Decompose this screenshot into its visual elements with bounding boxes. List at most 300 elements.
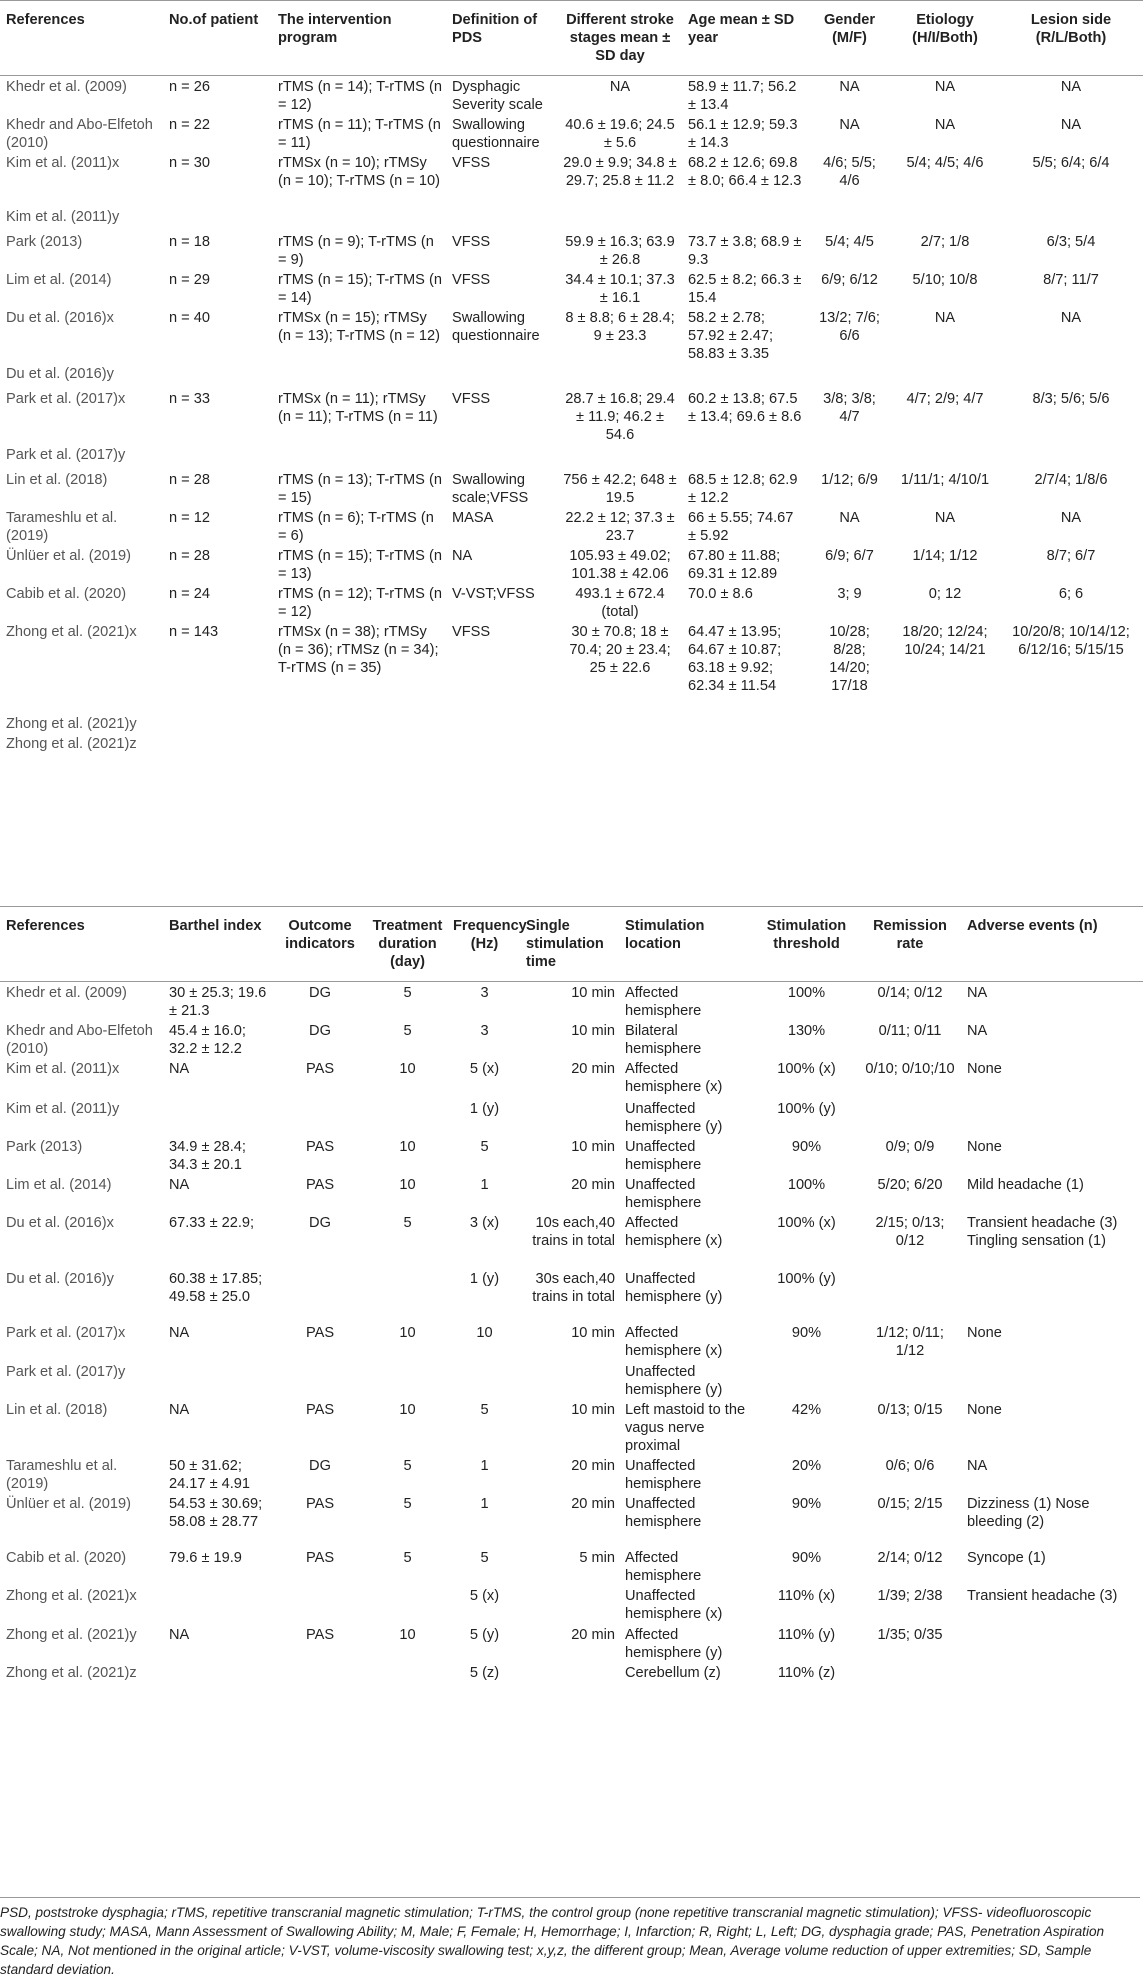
cell-remission	[857, 1098, 961, 1136]
cell-stroke-stage: 493.1 ± 672.4 (total)	[575, 586, 665, 620]
cell-remission: 1/12; 0/11; 1/12	[876, 1325, 944, 1359]
cell-location: Unaffected hemisphere (y)	[625, 1271, 723, 1305]
cell-ref: Zhong et al. (2021)y	[6, 716, 137, 732]
cell-ref: Zhong et al. (2021)z	[6, 1665, 137, 1681]
cell-patients: n = 24	[169, 586, 210, 602]
cell-ref: Park et al. (2017)y	[6, 447, 126, 463]
cell-threshold: 100% (y)	[777, 1101, 836, 1117]
table-row	[0, 152, 1143, 206]
cell-stroke-stage: 22.2 ± 12; 37.3 ± 23.7	[565, 510, 675, 544]
cell-threshold: 90%	[791, 1550, 822, 1566]
cell-lesion-side: 8/7; 6/7	[1046, 548, 1096, 564]
cell-barthel: 34.9 ± 28.4; 34.3 ± 20.1	[169, 1139, 246, 1173]
cell-barthel: NA	[169, 1627, 190, 1643]
cell-patients: n = 26	[169, 79, 210, 95]
cell-program	[272, 733, 446, 753]
cell-frequency: 5 (x)	[469, 1588, 500, 1604]
cell-etiology: NA	[934, 79, 956, 95]
cell-stimulation-time: 10 min	[571, 1023, 615, 1039]
cell-program	[272, 713, 446, 733]
cell-frequency: 5	[480, 1139, 489, 1155]
cell-age: 58.2 ± 2.78; 57.92 ± 2.47; 58.83 ± 3.35	[688, 310, 774, 362]
cell-stimulation-time: 20 min	[571, 1627, 615, 1643]
cell-ref: Kim et al. (2011)y	[6, 209, 120, 225]
cell-frequency: 1	[480, 1177, 489, 1193]
table-row	[0, 1455, 1143, 1493]
cell-location: Affected hemisphere (y)	[625, 1627, 723, 1661]
cell-adverse-events: None	[967, 1061, 1002, 1077]
cell-stimulation-time: 30s each,40 trains in total	[532, 1271, 615, 1305]
cell-gender	[806, 444, 891, 469]
table1-header-gender: Gender (M/F)	[823, 12, 876, 46]
cell-stroke-stage	[556, 363, 682, 388]
cell-program: rTMS (n = 12); T-rTMS (n = 12)	[278, 586, 442, 620]
cell-stimulation-time: 10 min	[571, 985, 615, 1001]
cell-frequency: 3	[480, 985, 489, 1001]
cell-patients	[163, 733, 272, 753]
cell-patients	[163, 713, 272, 733]
cell-age: 67.80 ± 11.88; 69.31 ± 12.89	[688, 548, 781, 582]
cell-ref: Ünlüer et al. (2019)	[6, 548, 131, 564]
cell-ref: Du et al. (2016)y	[6, 1271, 114, 1287]
cell-program: rTMSx (n = 15); rTMSy (n = 13); T-rTMS (n = 12)	[278, 310, 440, 344]
cell-ref: Park et al. (2017)y	[6, 1364, 126, 1380]
cell-outcome	[272, 1361, 366, 1399]
cell-gender: 6/9; 6/12	[821, 272, 878, 288]
cell-etiology: 5/10; 10/8	[912, 272, 978, 288]
cell-outcome	[272, 1585, 366, 1624]
cell-location: Unaffected hemisphere (x)	[625, 1588, 723, 1622]
cell-program: rTMSx (n = 38); rTMSy (n = 36); rTMSz (n = 34); T-rTMS (n = 35)	[278, 624, 439, 676]
cell-outcome: PAS	[305, 1325, 335, 1341]
cell-etiology: NA	[934, 117, 956, 133]
cell-pds: VFSS	[452, 155, 491, 171]
cell-lesion-side: 6; 6	[1058, 586, 1084, 602]
cell-patients	[163, 206, 272, 231]
cell-pds: Swallowing scale;VFSS	[452, 472, 529, 506]
table2-header-adverse-events: Adverse events (n)	[967, 918, 1098, 934]
cell-lesion-side	[997, 444, 1143, 469]
cell-outcome: PAS	[305, 1402, 335, 1418]
cell-frequency: 5 (x)	[469, 1061, 500, 1077]
cell-barthel: 45.4 ± 16.0; 32.2 ± 12.2	[169, 1023, 246, 1057]
cell-duration	[366, 1662, 447, 1684]
cell-outcome: PAS	[305, 1496, 335, 1512]
cell-frequency: 3 (x)	[469, 1215, 500, 1231]
cell-location: Affected hemisphere (x)	[625, 1215, 723, 1249]
cell-threshold: 90%	[791, 1496, 822, 1512]
cell-ref: Cabib et al. (2020)	[6, 586, 127, 602]
cell-remission: 0/9; 0/9	[885, 1139, 935, 1155]
cell-patients: n = 12	[169, 510, 210, 526]
cell-pds: MASA	[452, 510, 494, 526]
cell-barthel: 67.33 ± 22.9;	[169, 1215, 255, 1231]
cell-remission: 2/14; 0/12	[877, 1550, 943, 1566]
cell-barthel: NA	[169, 1402, 190, 1418]
cell-age: 70.0 ± 8.6	[688, 586, 753, 602]
cell-patients	[163, 444, 272, 469]
table1-header-age: Age mean ± SD year	[688, 12, 795, 46]
cell-lesion-side: 8/3; 5/6; 5/6	[1032, 391, 1110, 407]
cell-age: 73.7 ± 3.8; 68.9 ± 9.3	[688, 234, 802, 268]
cell-remission: 0/13; 0/15	[877, 1402, 943, 1418]
cell-stroke-stage: 34.4 ± 10.1; 37.3 ± 16.1	[565, 272, 675, 306]
table2-header-outcome: Outcome indicators	[285, 918, 355, 952]
cell-adverse-events: Syncope (1)	[967, 1550, 1046, 1566]
cell-ref: Zhong et al. (2021)y	[6, 1627, 137, 1643]
cell-location: Unaffected hemisphere	[625, 1458, 702, 1492]
cell-pds	[446, 444, 556, 469]
table-row	[0, 1399, 1143, 1455]
cell-frequency: 3	[480, 1023, 489, 1039]
cell-duration: 5	[403, 1215, 412, 1231]
cell-pds: VFSS	[452, 272, 491, 288]
table-row	[0, 269, 1143, 307]
cell-ref: Park et al. (2017)x	[6, 1325, 126, 1341]
cell-etiology: NA	[934, 310, 956, 326]
table-row	[0, 76, 1143, 115]
cell-duration	[366, 1268, 447, 1322]
table-row	[0, 507, 1143, 545]
cell-duration: 10	[399, 1627, 416, 1643]
cell-stimulation-time: 5 min	[579, 1550, 615, 1566]
cell-etiology: 1/14; 1/12	[912, 548, 978, 564]
cell-ref: Zhong et al. (2021)x	[6, 1588, 137, 1604]
cell-lesion-side: NA	[1060, 510, 1082, 526]
cell-patients: n = 29	[169, 272, 210, 288]
cell-remission	[857, 1662, 961, 1684]
table-row	[0, 1136, 1143, 1174]
cell-duration: 5	[403, 1496, 412, 1512]
cell-adverse-events	[961, 1662, 1143, 1684]
cell-adverse-events: NA	[967, 985, 988, 1001]
table1-header-references: References	[6, 12, 85, 28]
table-row	[0, 1212, 1143, 1268]
cell-threshold: 100%	[787, 985, 826, 1001]
cell-barthel: 30 ± 25.3; 19.6 ± 21.3	[169, 985, 267, 1019]
cell-duration	[366, 1098, 447, 1136]
cell-adverse-events	[961, 1268, 1143, 1322]
cell-etiology: 5/4; 4/5; 4/6	[906, 155, 984, 171]
cell-pds	[446, 713, 556, 733]
table2-header-references: References	[6, 918, 85, 934]
table-row	[0, 733, 1143, 753]
cell-pds	[446, 733, 556, 753]
cell-adverse-events: Dizziness (1) Nose bleeding (2)	[967, 1496, 1090, 1530]
cell-location: Bilateral hemisphere	[625, 1023, 702, 1057]
cell-location: Affected hemisphere (x)	[625, 1325, 723, 1359]
cell-barthel: NA	[169, 1177, 190, 1193]
table-row	[0, 469, 1143, 507]
cell-age: 56.1 ± 12.9; 59.3 ± 14.3	[688, 117, 798, 151]
cell-stroke-stage: 29.0 ± 9.9; 34.8 ± 29.7; 25.8 ± 11.2	[563, 155, 677, 189]
table1-header-etiology: Etiology (H/I/Both)	[912, 12, 978, 46]
cell-barthel: 54.53 ± 30.69; 58.08 ± 28.77	[169, 1496, 263, 1530]
table1-body	[0, 76, 1143, 754]
cell-frequency: 1 (y)	[469, 1271, 500, 1287]
cell-gender: 5/4; 4/5	[825, 234, 874, 250]
cell-pds: Swallowing questionnaire	[452, 310, 540, 344]
cell-stroke-stage: 105.93 ± 49.02; 101.38 ± 42.06	[569, 548, 671, 582]
cell-outcome: PAS	[305, 1550, 335, 1566]
cell-threshold: 42%	[791, 1402, 822, 1418]
cell-frequency: 5 (z)	[469, 1665, 500, 1681]
table-row	[0, 1547, 1143, 1585]
cell-lesion-side	[997, 363, 1143, 388]
cell-ref: Zhong et al. (2021)z	[6, 736, 137, 752]
cell-stimulation-time	[520, 1585, 619, 1624]
cell-gender: 13/2; 7/6; 6/6	[819, 310, 880, 344]
table-row	[0, 1493, 1143, 1547]
cell-gender: NA	[839, 79, 860, 95]
cell-frequency: 1 (y)	[469, 1101, 500, 1117]
cell-duration: 10	[399, 1325, 416, 1341]
cell-lesion-side: NA	[1060, 117, 1082, 133]
table-row	[0, 621, 1143, 713]
cell-pds: VFSS	[452, 624, 491, 640]
cell-program: rTMSx (n = 10); rTMSy (n = 10); T-rTMS (n = 10)	[278, 155, 440, 189]
cell-stimulation-time	[520, 1662, 619, 1684]
cell-duration	[366, 1585, 447, 1624]
cell-gender: NA	[839, 117, 860, 133]
cell-patients: n = 143	[169, 624, 219, 640]
cell-patients: n = 28	[169, 472, 210, 488]
cell-frequency: 5 (y)	[469, 1627, 500, 1643]
cell-barthel	[163, 1361, 272, 1399]
cell-threshold: 110% (x)	[777, 1588, 836, 1604]
cell-stroke-stage: 28.7 ± 16.8; 29.4 ± 11.9; 46.2 ± 54.6	[565, 391, 675, 443]
cell-lesion-side: NA	[1060, 310, 1082, 326]
cell-stimulation-time: 10 min	[571, 1402, 615, 1418]
cell-stroke-stage: 30 ± 70.8; 18 ± 70.4; 20 ± 23.4; 25 ± 22.6	[569, 624, 671, 676]
cell-threshold: 100% (y)	[777, 1271, 836, 1287]
cell-patients: n = 22	[169, 117, 210, 133]
table-row	[0, 982, 1143, 1021]
cell-program: rTMS (n = 13); T-rTMS (n = 15)	[278, 472, 442, 506]
cell-stimulation-time	[520, 1361, 619, 1399]
cell-gender	[806, 206, 891, 231]
cell-ref: Khedr et al. (2009)	[6, 985, 127, 1001]
cell-duration: 10	[399, 1402, 416, 1418]
table-row	[0, 713, 1143, 733]
cell-adverse-events: Transient headache (3)	[967, 1588, 1118, 1604]
cell-pds	[446, 206, 556, 231]
cell-remission: 5/20; 6/20	[877, 1177, 943, 1193]
cell-stroke-stage: 8 ± 8.8; 6 ± 28.4; 9 ± 23.3	[565, 310, 675, 344]
cell-stroke-stage	[556, 713, 682, 733]
cell-age	[682, 363, 806, 388]
cell-etiology	[891, 444, 997, 469]
cell-ref: Cabib et al. (2020)	[6, 1550, 127, 1566]
cell-gender: 4/6; 5/5; 4/6	[823, 155, 876, 189]
cell-age: 66 ± 5.55; 74.67 ± 5.92	[688, 510, 794, 544]
cell-lesion-side: 8/7; 11/7	[1043, 272, 1099, 288]
table2-header-row	[0, 907, 1143, 982]
cell-patients: n = 40	[169, 310, 210, 326]
cell-gender: 6/9; 6/7	[825, 548, 874, 564]
cell-adverse-events: Transient headache (3) Tingling sensation (1)	[967, 1215, 1118, 1249]
cell-threshold	[754, 1361, 857, 1399]
cell-outcome	[272, 1662, 366, 1684]
cell-barthel: 50 ± 31.62; 24.17 ± 4.91	[169, 1458, 251, 1492]
cell-stroke-stage	[556, 444, 682, 469]
cell-etiology	[891, 733, 997, 753]
cell-remission	[857, 1361, 961, 1399]
cell-frequency: 1	[480, 1496, 489, 1512]
cell-stroke-stage: 756 ± 42.2; 648 ± 19.5	[563, 472, 677, 506]
cell-barthel	[163, 1585, 272, 1624]
cell-gender: 3; 9	[837, 586, 862, 602]
cell-frequency: 5	[480, 1550, 489, 1566]
table2-header-duration: Treatment duration (day)	[372, 918, 443, 970]
cell-stroke-stage: NA	[609, 79, 631, 95]
cell-patients: n = 30	[169, 155, 210, 171]
table-row	[0, 206, 1143, 231]
cell-etiology	[891, 713, 997, 733]
cell-program	[272, 363, 446, 388]
cell-stroke-stage	[556, 206, 682, 231]
table1-header-lesion-side: Lesion side (R/L/Both)	[1030, 12, 1112, 46]
table-row	[0, 1662, 1143, 1684]
cell-lesion-side: NA	[1060, 79, 1082, 95]
cell-program	[272, 206, 446, 231]
cell-adverse-events: NA	[967, 1023, 988, 1039]
cell-stimulation-time: 10s each,40 trains in total	[532, 1215, 615, 1249]
cell-frequency: 5	[480, 1402, 489, 1418]
cell-gender: 10/28; 8/28; 14/20; 17/18	[829, 624, 870, 694]
cell-age	[682, 206, 806, 231]
cell-program: rTMS (n = 6); T-rTMS (n = 6)	[278, 510, 434, 544]
cell-stimulation-time: 10 min	[571, 1139, 615, 1155]
cell-duration: 10	[399, 1177, 416, 1193]
cell-program: rTMS (n = 15); T-rTMS (n = 14)	[278, 272, 442, 306]
cell-barthel: 60.38 ± 17.85; 49.58 ± 25.0	[169, 1271, 263, 1305]
cell-threshold: 20%	[791, 1458, 822, 1474]
cell-age: 62.5 ± 8.2; 66.3 ± 15.4	[688, 272, 802, 306]
cell-location: Unaffected hemisphere (y)	[625, 1364, 723, 1398]
cell-ref: Park (2013)	[6, 234, 83, 250]
cell-pds: Dysphagic Severity scale	[452, 79, 543, 113]
cell-gender	[806, 713, 891, 733]
cell-age	[682, 713, 806, 733]
table-row	[0, 1174, 1143, 1212]
cell-ref: Kim et al. (2011)x	[6, 1061, 120, 1077]
cell-lesion-side: 2/7/4; 1/8/6	[1034, 472, 1108, 488]
cell-ref: Khedr et al. (2009)	[6, 79, 127, 95]
cell-gender: 3/8; 3/8; 4/7	[823, 391, 876, 425]
cell-ref: Du et al. (2016)x	[6, 1215, 114, 1231]
table2-header-barthel: Barthel index	[169, 918, 262, 934]
table1-header-pds: Definition of PDS	[452, 12, 538, 46]
cell-ref: Lim et al. (2014)	[6, 1177, 112, 1193]
cell-stroke-stage	[556, 733, 682, 753]
cell-adverse-events: Mild headache (1)	[967, 1177, 1084, 1193]
cell-frequency: 10	[476, 1325, 493, 1341]
cell-age	[682, 444, 806, 469]
table-row	[0, 1268, 1143, 1322]
cell-threshold: 100%	[787, 1177, 826, 1193]
table-row	[0, 363, 1143, 388]
cell-location: Unaffected hemisphere	[625, 1177, 702, 1211]
cell-remission: 1/35; 0/35	[877, 1627, 943, 1643]
cell-outcome	[272, 1268, 366, 1322]
cell-stimulation-time	[520, 1098, 619, 1136]
cell-adverse-events: NA	[967, 1458, 988, 1474]
cell-remission: 0/10; 0/10;/10	[865, 1061, 955, 1077]
cell-ref: Lin et al. (2018)	[6, 472, 108, 488]
cell-stimulation-time: 20 min	[571, 1061, 615, 1077]
cell-ref: Khedr and Abo-Elfetoh (2010)	[6, 1023, 153, 1057]
cell-frequency	[447, 1361, 520, 1399]
cell-adverse-events: None	[967, 1139, 1002, 1155]
cell-age: 68.2 ± 12.6; 69.8 ± 8.0; 66.4 ± 12.3	[688, 155, 802, 189]
cell-ref: Kim et al. (2011)x	[6, 155, 120, 171]
cell-stimulation-time: 20 min	[571, 1496, 615, 1512]
cell-outcome: PAS	[305, 1061, 335, 1077]
table-row	[0, 1322, 1143, 1361]
cell-location: Left mastoid to the vagus nerve proximal	[625, 1402, 746, 1454]
cell-patients	[163, 363, 272, 388]
table1-header-patients: No.of patient	[169, 12, 259, 28]
cell-threshold: 110% (z)	[777, 1665, 836, 1681]
cell-duration	[366, 1361, 447, 1399]
cell-outcome: DG	[309, 1458, 331, 1474]
cell-adverse-events: None	[967, 1402, 1002, 1418]
cell-gender	[806, 363, 891, 388]
cell-threshold: 90%	[791, 1139, 822, 1155]
table-row	[0, 444, 1143, 469]
cell-ref: Zhong et al. (2021)x	[6, 624, 137, 640]
cell-outcome: DG	[309, 985, 331, 1001]
cell-gender: 1/12; 6/9	[821, 472, 878, 488]
cell-pds: VFSS	[452, 391, 491, 407]
table-row	[0, 1098, 1143, 1136]
cell-duration: 10	[399, 1139, 416, 1155]
cell-frequency: 1	[480, 1458, 489, 1474]
cell-ref: Du et al. (2016)x	[6, 310, 114, 326]
table2-body	[0, 982, 1143, 1685]
cell-location: Cerebellum (z)	[625, 1665, 721, 1681]
table-row	[0, 1361, 1143, 1399]
cell-ref: Park et al. (2017)x	[6, 391, 126, 407]
cell-ref: Tarameshlu et al. (2019)	[6, 1458, 118, 1492]
cell-remission: 0/15; 2/15	[877, 1496, 943, 1512]
cell-pds: Swallowing questionnaire	[452, 117, 540, 151]
cell-duration: 5	[403, 1023, 412, 1039]
table-row	[0, 1585, 1143, 1624]
cell-lesion-side: 10/20/8; 10/14/12; 6/12/16; 5/15/15	[1012, 624, 1130, 658]
cell-patients: n = 18	[169, 234, 210, 250]
cell-outcome: DG	[309, 1215, 331, 1231]
cell-program: rTMSx (n = 11); rTMSy (n = 11); T-rTMS (n = 11)	[278, 391, 438, 425]
cell-ref: Ünlüer et al. (2019)	[6, 1496, 131, 1512]
cell-location: Affected hemisphere	[625, 985, 702, 1019]
cell-age: 58.9 ± 11.7; 56.2 ± 13.4	[688, 79, 797, 113]
cell-pds: V-VST;VFSS	[452, 586, 535, 602]
cell-pds: NA	[452, 548, 473, 564]
cell-patients: n = 33	[169, 391, 210, 407]
cell-barthel	[163, 1662, 272, 1684]
cell-threshold: 130%	[787, 1023, 826, 1039]
cell-duration: 5	[403, 1458, 412, 1474]
cell-lesion-side	[997, 206, 1143, 231]
cell-etiology: 1/11/1; 4/10/1	[900, 472, 990, 488]
cell-stroke-stage: 59.9 ± 16.3; 63.9 ± 26.8	[565, 234, 675, 268]
cell-lesion-side: 6/3; 5/4	[1046, 234, 1096, 250]
cell-lesion-side	[997, 733, 1143, 753]
cell-adverse-events	[961, 1624, 1143, 1662]
cell-etiology	[891, 363, 997, 388]
